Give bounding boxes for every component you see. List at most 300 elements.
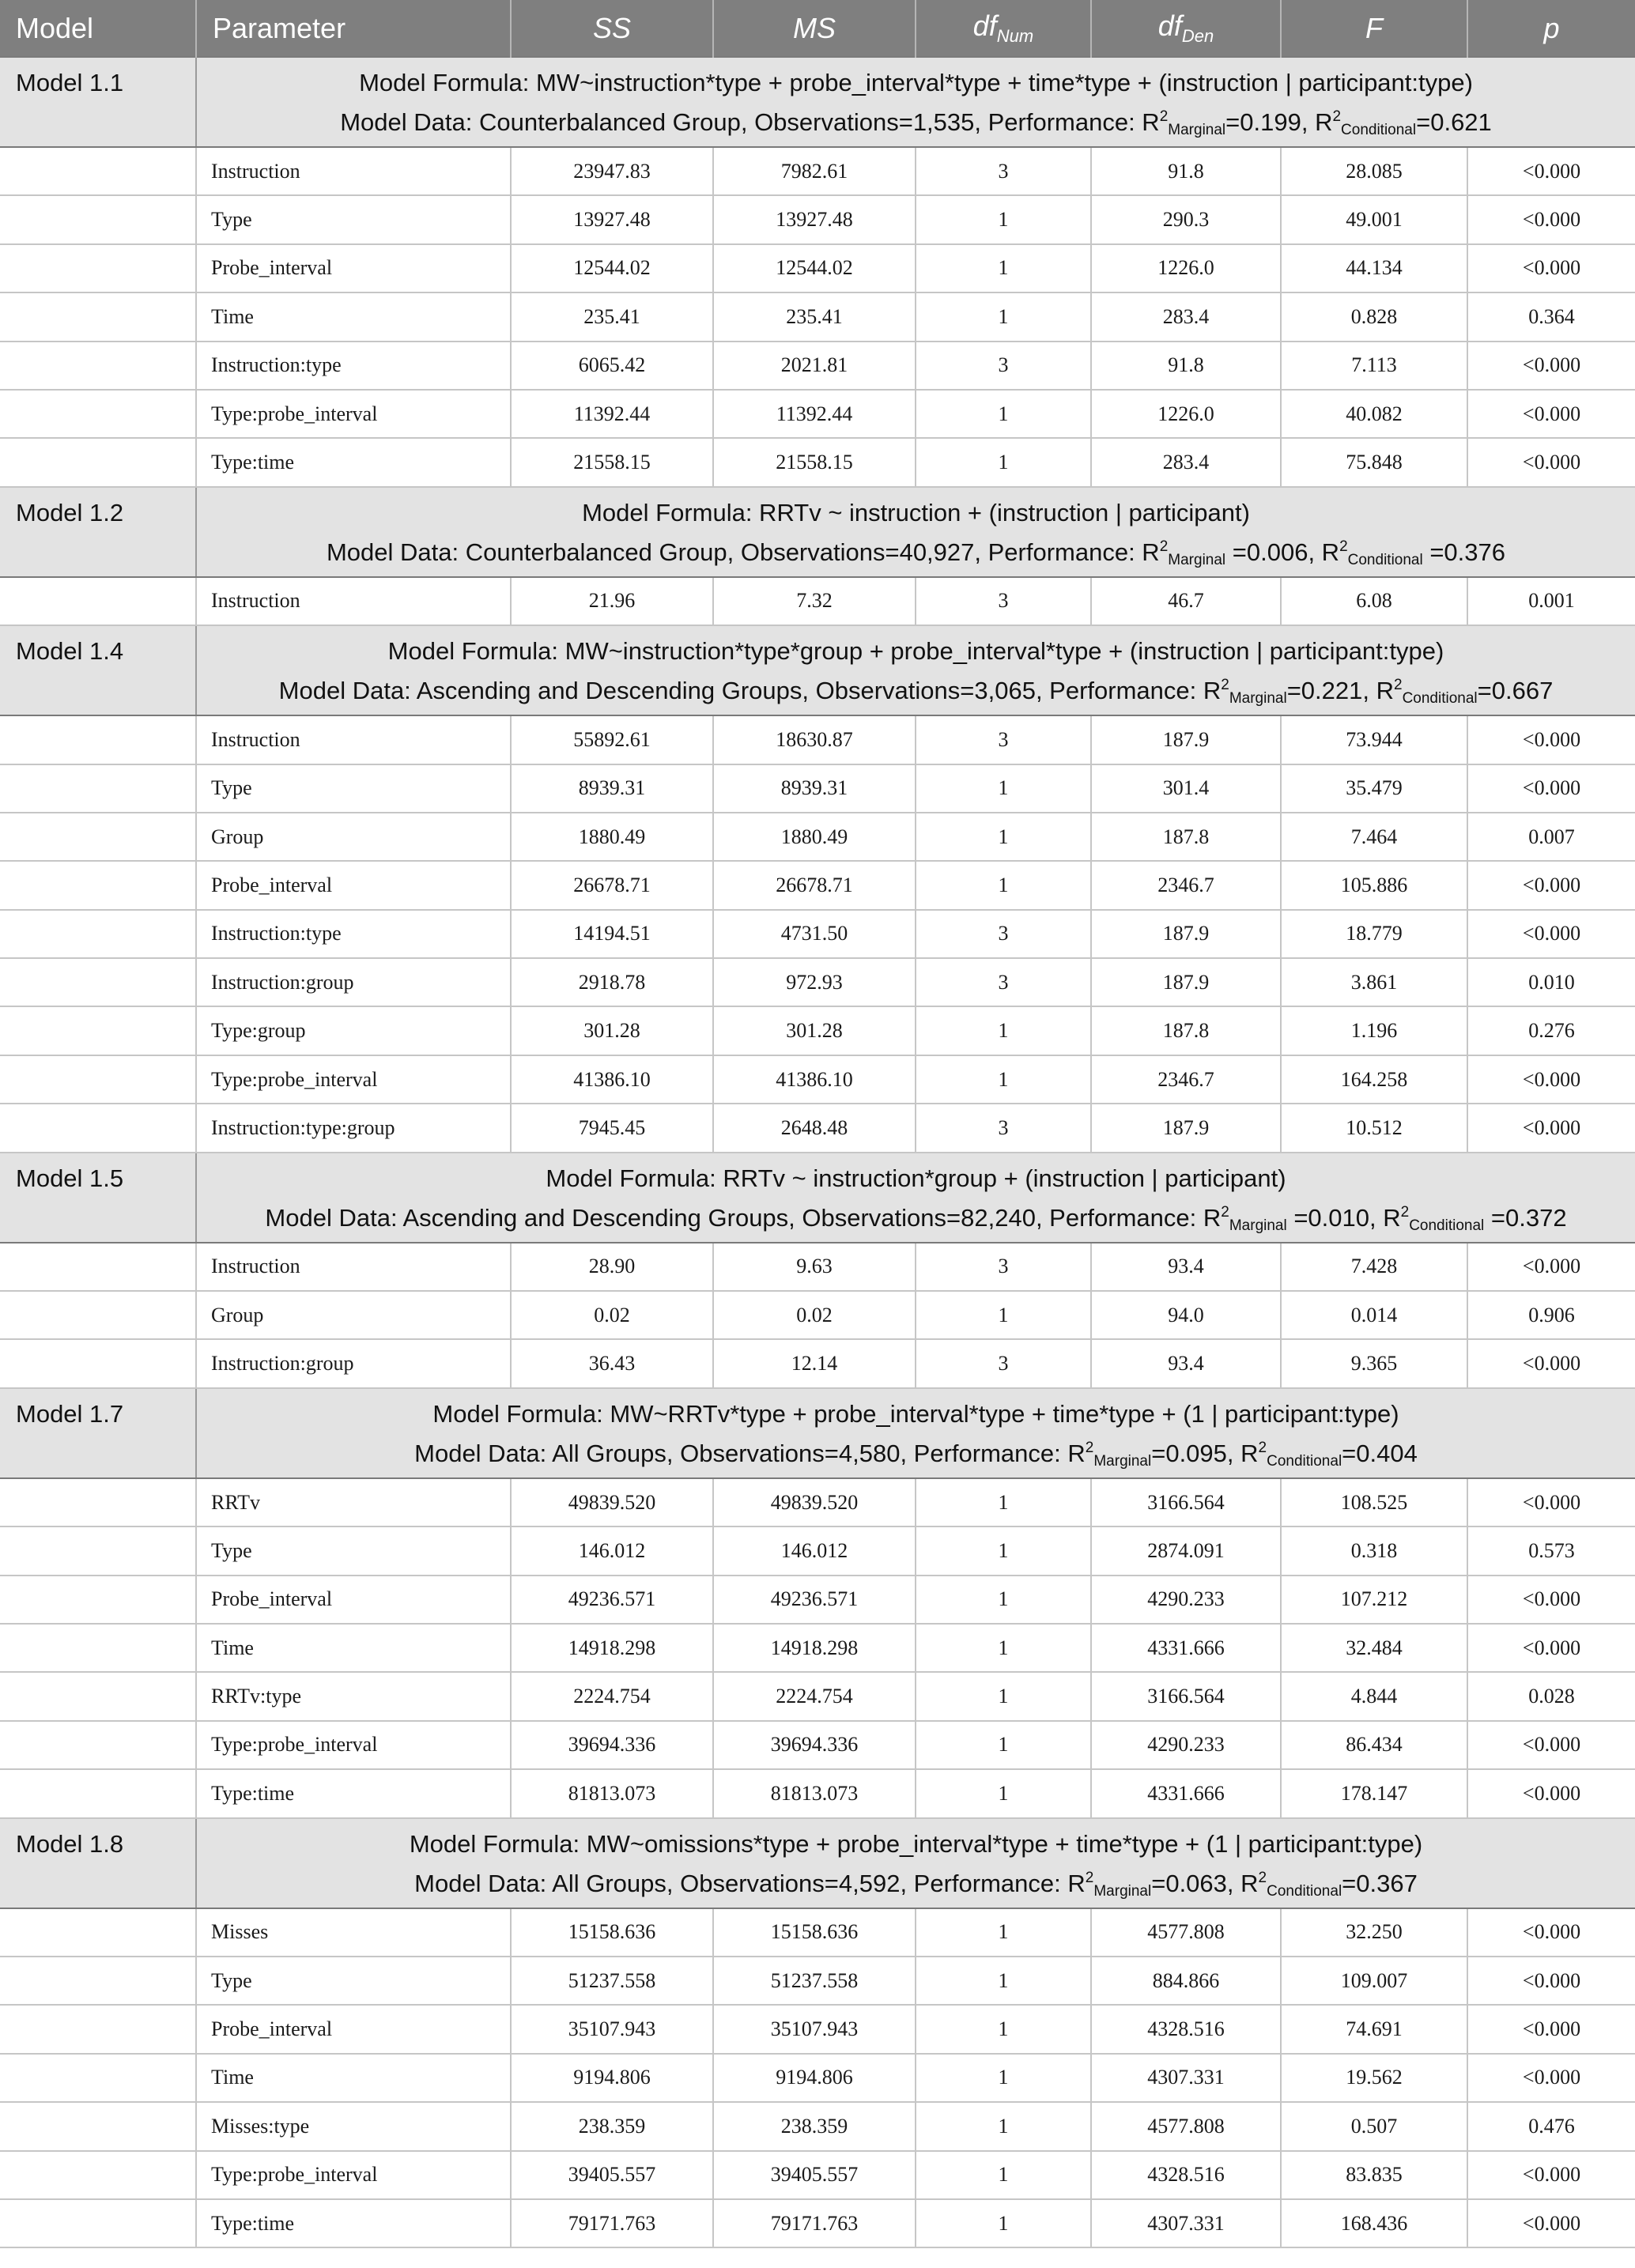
cell-df-den: 4307.331 <box>1091 2199 1281 2247</box>
cell-p: <0.000 <box>1467 195 1635 243</box>
cell-df-num: 1 <box>916 2199 1091 2247</box>
cell-f: 7.113 <box>1281 342 1467 390</box>
cell-ss: 21.96 <box>511 577 713 625</box>
cell-df-den: 290.3 <box>1091 195 1281 243</box>
model-formula: Model Formula: MW~omissions*type + probe_interval*type + time*type + (1 | participant:type) <box>409 1829 1423 1858</box>
cell-f: 73.944 <box>1281 715 1467 764</box>
model-spacer-cell <box>0 2054 196 2102</box>
cell-ss: 39694.336 <box>511 1721 713 1769</box>
cell-df-den: 4331.666 <box>1091 1769 1281 1817</box>
cell-ms: 26678.71 <box>713 861 916 909</box>
cell-df-den: 3166.564 <box>1091 1478 1281 1526</box>
model-header-row <box>0 1818 1635 1908</box>
cell-p: <0.000 <box>1467 715 1635 764</box>
table-row <box>0 2151 1635 2199</box>
model-name: Model 1.7 <box>0 1388 196 1478</box>
model-data: Model Data: All Groups, Observations=4,592, Performance: $R^2_{Marginal}=0.063$, $R^2_{Conditional}=0.367$ <box>414 1869 1418 1900</box>
cell-f: 86.434 <box>1281 1721 1467 1769</box>
model-description <box>196 487 1635 577</box>
model-spacer-cell <box>0 1339 196 1387</box>
table-header <box>0 0 1635 57</box>
cell-df-den: 1226.0 <box>1091 244 1281 292</box>
cell-parameter: Misses <box>196 1908 511 1957</box>
cell-df-num: 1 <box>916 764 1091 813</box>
cell-df-den: 187.9 <box>1091 958 1281 1006</box>
cell-p: <0.000 <box>1467 1104 1635 1152</box>
cell-parameter: Instruction <box>196 577 511 625</box>
model-name: Model 1.1 <box>0 57 196 147</box>
cell-f: 32.484 <box>1281 1624 1467 1672</box>
model-header-row <box>0 57 1635 147</box>
model-data: Model Data: All Groups, Observations=4,580, Performance: $R^2_{Marginal}=0.095$, $R^2_{Conditional}=0.404$ <box>414 1439 1418 1470</box>
cell-df-num: 1 <box>916 1006 1091 1055</box>
header-parameter: Parameter <box>196 0 511 57</box>
table-row <box>0 1576 1635 1624</box>
cell-df-den: 2874.091 <box>1091 1526 1281 1575</box>
cell-f: 7.464 <box>1281 813 1467 861</box>
cell-p: 0.364 <box>1467 292 1635 341</box>
table-body <box>0 57 1635 2247</box>
cell-ss: 55892.61 <box>511 715 713 764</box>
model-spacer-cell <box>0 1624 196 1672</box>
cell-df-den: 187.9 <box>1091 910 1281 958</box>
cell-ms: 9.63 <box>713 1243 916 1291</box>
cell-p: <0.000 <box>1467 244 1635 292</box>
table-row <box>0 577 1635 625</box>
cell-parameter: RRTv <box>196 1478 511 1526</box>
model-spacer-cell <box>0 813 196 861</box>
cell-ss: 41386.10 <box>511 1055 713 1104</box>
cell-f: 0.828 <box>1281 292 1467 341</box>
header-model: Model <box>0 0 196 57</box>
cell-df-num: 1 <box>916 2102 1091 2150</box>
header-ms: MS <box>713 0 916 57</box>
table-row <box>0 1721 1635 1769</box>
cell-parameter: Group <box>196 813 511 861</box>
model-spacer-cell <box>0 1769 196 1817</box>
cell-ss: 9194.806 <box>511 2054 713 2102</box>
model-data: Model Data: Counterbalanced Group, Observations=40,927, Performance: $R^2_{Marginal} =0.006$, $R^2_{Conditional} =0.376$ <box>326 538 1506 568</box>
table-row <box>0 244 1635 292</box>
cell-ss: 21558.15 <box>511 438 713 486</box>
model-name: Model 1.4 <box>0 625 196 715</box>
model-header-row <box>0 625 1635 715</box>
table-row <box>0 1243 1635 1291</box>
cell-df-num: 1 <box>916 1721 1091 1769</box>
cell-df-den: 2346.7 <box>1091 1055 1281 1104</box>
cell-parameter: Type:time <box>196 438 511 486</box>
model-formula: Model Formula: MW~instruction*type + probe_interval*type + time*type + (instruction | participant:type) <box>359 69 1473 96</box>
cell-f: 0.014 <box>1281 1291 1467 1339</box>
cell-df-num: 1 <box>916 1957 1091 2005</box>
table-row <box>0 1769 1635 1817</box>
cell-p: <0.000 <box>1467 1478 1635 1526</box>
cell-df-den: 4307.331 <box>1091 2054 1281 2102</box>
cell-parameter: Group <box>196 1291 511 1339</box>
cell-ms: 972.93 <box>713 958 916 1006</box>
table-row <box>0 1006 1635 1055</box>
cell-ss: 1880.49 <box>511 813 713 861</box>
cell-f: 74.691 <box>1281 2005 1467 2053</box>
header-df-den: $df_{Den}$ <box>1091 0 1281 57</box>
model-spacer-cell <box>0 910 196 958</box>
cell-p: <0.000 <box>1467 1339 1635 1387</box>
cell-p: <0.000 <box>1467 2054 1635 2102</box>
model-spacer-cell <box>0 764 196 813</box>
cell-ms: 8939.31 <box>713 764 916 813</box>
table-row <box>0 1104 1635 1152</box>
model-description <box>196 1818 1635 1908</box>
cell-df-num: 3 <box>916 910 1091 958</box>
cell-df-den: 187.9 <box>1091 1104 1281 1152</box>
cell-ms: 11392.44 <box>713 390 916 438</box>
cell-p: 0.476 <box>1467 2102 1635 2150</box>
cell-parameter: Instruction:group <box>196 958 511 1006</box>
table-row <box>0 764 1635 813</box>
table-row <box>0 910 1635 958</box>
cell-f: 18.779 <box>1281 910 1467 958</box>
model-spacer-cell <box>0 292 196 341</box>
cell-parameter: Type:probe_interval <box>196 390 511 438</box>
model-spacer-cell <box>0 577 196 625</box>
cell-ms: 2224.754 <box>713 1672 916 1720</box>
cell-df-num: 3 <box>916 715 1091 764</box>
model-spacer-cell <box>0 1243 196 1291</box>
model-description <box>196 57 1635 147</box>
cell-p: <0.000 <box>1467 1055 1635 1104</box>
model-spacer-cell <box>0 1721 196 1769</box>
model-spacer-cell <box>0 1526 196 1575</box>
cell-ss: 2224.754 <box>511 1672 713 1720</box>
model-spacer-cell <box>0 1908 196 1957</box>
cell-parameter: Probe_interval <box>196 244 511 292</box>
cell-df-num: 1 <box>916 2151 1091 2199</box>
cell-df-den: 4328.516 <box>1091 2151 1281 2199</box>
header-ss: SS <box>511 0 713 57</box>
cell-p: 0.010 <box>1467 958 1635 1006</box>
cell-df-num: 3 <box>916 577 1091 625</box>
cell-ss: 15158.636 <box>511 1908 713 1957</box>
cell-ss: 11392.44 <box>511 390 713 438</box>
model-spacer-cell <box>0 390 196 438</box>
cell-f: 6.08 <box>1281 577 1467 625</box>
cell-df-den: 4331.666 <box>1091 1624 1281 1672</box>
table-row <box>0 342 1635 390</box>
cell-df-den: 884.866 <box>1091 1957 1281 2005</box>
model-data: Model Data: Counterbalanced Group, Observations=1,535, Performance: $R^2_{Marginal}=0.199$, $R^2_{Conditional}=0.621$ <box>340 108 1492 138</box>
cell-df-num: 1 <box>916 1055 1091 1104</box>
cell-ms: 1880.49 <box>713 813 916 861</box>
table-row <box>0 1055 1635 1104</box>
cell-ss: 7945.45 <box>511 1104 713 1152</box>
model-spacer-cell <box>0 715 196 764</box>
model-spacer-cell <box>0 1672 196 1720</box>
model-spacer-cell <box>0 2005 196 2053</box>
cell-ms: 49236.571 <box>713 1576 916 1624</box>
cell-parameter: RRTv:type <box>196 1672 511 1720</box>
model-spacer-cell <box>0 195 196 243</box>
model-spacer-cell <box>0 958 196 1006</box>
cell-df-num: 3 <box>916 1243 1091 1291</box>
cell-df-den: 4290.233 <box>1091 1721 1281 1769</box>
cell-df-num: 3 <box>916 958 1091 1006</box>
model-spacer-cell <box>0 147 196 195</box>
cell-f: 83.835 <box>1281 2151 1467 2199</box>
cell-ss: 49839.520 <box>511 1478 713 1526</box>
cell-p: 0.028 <box>1467 1672 1635 1720</box>
cell-f: 107.212 <box>1281 1576 1467 1624</box>
cell-p: 0.001 <box>1467 577 1635 625</box>
cell-ms: 9194.806 <box>713 2054 916 2102</box>
cell-ms: 4731.50 <box>713 910 916 958</box>
cell-f: 1.196 <box>1281 1006 1467 1055</box>
model-data: Model Data: Ascending and Descending Groups, Observations=3,065, Performance: $R^2_{Marginal}=0.221$, $R^2_{Conditional}=0.667$ <box>278 677 1554 708</box>
cell-parameter: Type:group <box>196 1006 511 1055</box>
model-name: Model 1.8 <box>0 1818 196 1908</box>
table-row <box>0 861 1635 909</box>
cell-parameter: Probe_interval <box>196 2005 511 2053</box>
cell-parameter: Probe_interval <box>196 861 511 909</box>
cell-f: 7.428 <box>1281 1243 1467 1291</box>
cell-f: 0.507 <box>1281 2102 1467 2150</box>
model-spacer-cell <box>0 2199 196 2247</box>
cell-parameter: Time <box>196 2054 511 2102</box>
table-row <box>0 2102 1635 2150</box>
cell-ss: 2918.78 <box>511 958 713 1006</box>
cell-ss: 79171.763 <box>511 2199 713 2247</box>
cell-df-den: 4328.516 <box>1091 2005 1281 2053</box>
model-spacer-cell <box>0 1104 196 1152</box>
cell-ms: 39694.336 <box>713 1721 916 1769</box>
cell-f: 28.085 <box>1281 147 1467 195</box>
table-row <box>0 1526 1635 1575</box>
cell-ss: 28.90 <box>511 1243 713 1291</box>
cell-f: 19.562 <box>1281 2054 1467 2102</box>
cell-df-num: 3 <box>916 1339 1091 1387</box>
table-row <box>0 147 1635 195</box>
cell-f: 0.318 <box>1281 1526 1467 1575</box>
cell-df-num: 1 <box>916 195 1091 243</box>
cell-df-num: 1 <box>916 1672 1091 1720</box>
cell-f: 108.525 <box>1281 1478 1467 1526</box>
model-header-row <box>0 1388 1635 1478</box>
model-formula: Model Formula: MW~instruction*type*group + probe_interval*type + (instruction | participant:type) <box>387 637 1444 666</box>
cell-ms: 39405.557 <box>713 2151 916 2199</box>
cell-df-num: 1 <box>916 438 1091 486</box>
cell-df-den: 187.8 <box>1091 813 1281 861</box>
table-row <box>0 1339 1635 1387</box>
cell-ms: 18630.87 <box>713 715 916 764</box>
cell-parameter: Instruction:type <box>196 342 511 390</box>
cell-f: 164.258 <box>1281 1055 1467 1104</box>
cell-df-num: 1 <box>916 390 1091 438</box>
cell-ms: 81813.073 <box>713 1769 916 1817</box>
cell-f: 35.479 <box>1281 764 1467 813</box>
cell-f: 44.134 <box>1281 244 1467 292</box>
cell-ss: 12544.02 <box>511 244 713 292</box>
model-description <box>196 625 1635 715</box>
cell-df-num: 1 <box>916 813 1091 861</box>
model-spacer-cell <box>0 1576 196 1624</box>
table-row <box>0 813 1635 861</box>
cell-parameter: Type:time <box>196 1769 511 1817</box>
cell-ss: 14194.51 <box>511 910 713 958</box>
cell-p: <0.000 <box>1467 2005 1635 2053</box>
cell-df-num: 1 <box>916 1576 1091 1624</box>
cell-ms: 49839.520 <box>713 1478 916 1526</box>
cell-p: <0.000 <box>1467 764 1635 813</box>
cell-f: 49.001 <box>1281 195 1467 243</box>
cell-p: <0.000 <box>1467 342 1635 390</box>
cell-f: 105.886 <box>1281 861 1467 909</box>
cell-df-den: 4577.808 <box>1091 1908 1281 1957</box>
cell-df-den: 93.4 <box>1091 1339 1281 1387</box>
cell-ms: 2648.48 <box>713 1104 916 1152</box>
cell-df-num: 1 <box>916 1291 1091 1339</box>
cell-df-num: 3 <box>916 147 1091 195</box>
cell-parameter: Instruction <box>196 1243 511 1291</box>
cell-ss: 8939.31 <box>511 764 713 813</box>
cell-p: <0.000 <box>1467 390 1635 438</box>
model-formula: Model Formula: RRTv ~ instruction*group + (instruction | participant) <box>546 1164 1286 1192</box>
table-row <box>0 1672 1635 1720</box>
cell-ms: 238.359 <box>713 2102 916 2150</box>
cell-ms: 7982.61 <box>713 147 916 195</box>
cell-p: <0.000 <box>1467 1576 1635 1624</box>
cell-ms: 79171.763 <box>713 2199 916 2247</box>
model-spacer-cell <box>0 2102 196 2150</box>
cell-df-den: 283.4 <box>1091 438 1281 486</box>
model-name: Model 1.5 <box>0 1153 196 1243</box>
model-spacer-cell <box>0 2151 196 2199</box>
cell-df-num: 3 <box>916 1104 1091 1152</box>
cell-ss: 49236.571 <box>511 1576 713 1624</box>
cell-ms: 12544.02 <box>713 244 916 292</box>
model-description <box>196 1153 1635 1243</box>
cell-df-den: 91.8 <box>1091 342 1281 390</box>
cell-df-num: 1 <box>916 292 1091 341</box>
cell-parameter: Type:probe_interval <box>196 2151 511 2199</box>
cell-parameter: Type <box>196 1957 511 2005</box>
cell-p: <0.000 <box>1467 1243 1635 1291</box>
cell-df-num: 3 <box>916 342 1091 390</box>
model-data: Model Data: Ascending and Descending Groups, Observations=82,240, Performance: $R^2_{Marginal} =0.010$, $R^2_{Conditional} =0.372$ <box>265 1203 1567 1234</box>
model-spacer-cell <box>0 1957 196 2005</box>
cell-ms: 0.02 <box>713 1291 916 1339</box>
model-spacer-cell <box>0 1478 196 1526</box>
cell-parameter: Type:probe_interval <box>196 1055 511 1104</box>
cell-df-num: 1 <box>916 2054 1091 2102</box>
model-header-row <box>0 487 1635 577</box>
cell-ms: 12.14 <box>713 1339 916 1387</box>
cell-parameter: Time <box>196 1624 511 1672</box>
cell-parameter: Time <box>196 292 511 341</box>
cell-p: <0.000 <box>1467 1624 1635 1672</box>
cell-parameter: Instruction:group <box>196 1339 511 1387</box>
cell-f: 4.844 <box>1281 1672 1467 1720</box>
table-row <box>0 1908 1635 1957</box>
cell-f: 40.082 <box>1281 390 1467 438</box>
cell-df-num: 1 <box>916 1624 1091 1672</box>
cell-p: <0.000 <box>1467 438 1635 486</box>
cell-p: <0.000 <box>1467 147 1635 195</box>
model-spacer-cell <box>0 244 196 292</box>
cell-df-den: 301.4 <box>1091 764 1281 813</box>
cell-ms: 2021.81 <box>713 342 916 390</box>
cell-ms: 301.28 <box>713 1006 916 1055</box>
cell-ss: 39405.557 <box>511 2151 713 2199</box>
cell-f: 3.861 <box>1281 958 1467 1006</box>
cell-p: <0.000 <box>1467 1908 1635 1957</box>
cell-ss: 23947.83 <box>511 147 713 195</box>
cell-parameter: Instruction:type <box>196 910 511 958</box>
table-row <box>0 2199 1635 2247</box>
table-row <box>0 195 1635 243</box>
model-spacer-cell <box>0 1006 196 1055</box>
cell-f: 109.007 <box>1281 1957 1467 2005</box>
table-row <box>0 1624 1635 1672</box>
cell-df-num: 1 <box>916 861 1091 909</box>
cell-parameter: Probe_interval <box>196 1576 511 1624</box>
cell-df-num: 1 <box>916 1478 1091 1526</box>
cell-p: 0.276 <box>1467 1006 1635 1055</box>
cell-p: <0.000 <box>1467 1769 1635 1817</box>
model-description <box>196 1388 1635 1478</box>
table-row <box>0 438 1635 486</box>
cell-df-num: 1 <box>916 1526 1091 1575</box>
cell-ss: 51237.558 <box>511 1957 713 2005</box>
table-row <box>0 1957 1635 2005</box>
model-spacer-cell <box>0 438 196 486</box>
cell-ss: 26678.71 <box>511 861 713 909</box>
cell-p: <0.000 <box>1467 910 1635 958</box>
cell-df-num: 1 <box>916 1769 1091 1817</box>
table-row <box>0 715 1635 764</box>
cell-f: 168.436 <box>1281 2199 1467 2247</box>
cell-ms: 13927.48 <box>713 195 916 243</box>
cell-df-den: 4577.808 <box>1091 2102 1281 2150</box>
model-spacer-cell <box>0 342 196 390</box>
cell-df-den: 46.7 <box>1091 577 1281 625</box>
cell-p: 0.007 <box>1467 813 1635 861</box>
header-df-num: $df_{Num}$ <box>916 0 1091 57</box>
cell-parameter: Misses:type <box>196 2102 511 2150</box>
cell-ms: 41386.10 <box>713 1055 916 1104</box>
cell-ss: 13927.48 <box>511 195 713 243</box>
cell-p: 0.906 <box>1467 1291 1635 1339</box>
cell-parameter: Instruction <box>196 715 511 764</box>
header-p: p <box>1543 11 1560 44</box>
cell-df-den: 2346.7 <box>1091 861 1281 909</box>
cell-df-num: 1 <box>916 2005 1091 2053</box>
table-row <box>0 958 1635 1006</box>
table-row <box>0 2005 1635 2053</box>
cell-ss: 36.43 <box>511 1339 713 1387</box>
cell-ms: 14918.298 <box>713 1624 916 1672</box>
cell-ss: 6065.42 <box>511 342 713 390</box>
model-formula: Model Formula: RRTv ~ instruction + (instruction | participant) <box>582 498 1250 526</box>
cell-ss: 81813.073 <box>511 1769 713 1817</box>
cell-parameter: Type <box>196 195 511 243</box>
header-f: F <box>1281 0 1467 57</box>
cell-df-den: 187.8 <box>1091 1006 1281 1055</box>
cell-ms: 146.012 <box>713 1526 916 1575</box>
cell-p: 0.573 <box>1467 1526 1635 1575</box>
model-formula: Model Formula: MW~RRTv*type + probe_interval*type + time*type + (1 | participant:type) <box>432 1399 1399 1428</box>
model-name: Model 1.2 <box>0 487 196 577</box>
cell-ss: 14918.298 <box>511 1624 713 1672</box>
cell-df-den: 94.0 <box>1091 1291 1281 1339</box>
